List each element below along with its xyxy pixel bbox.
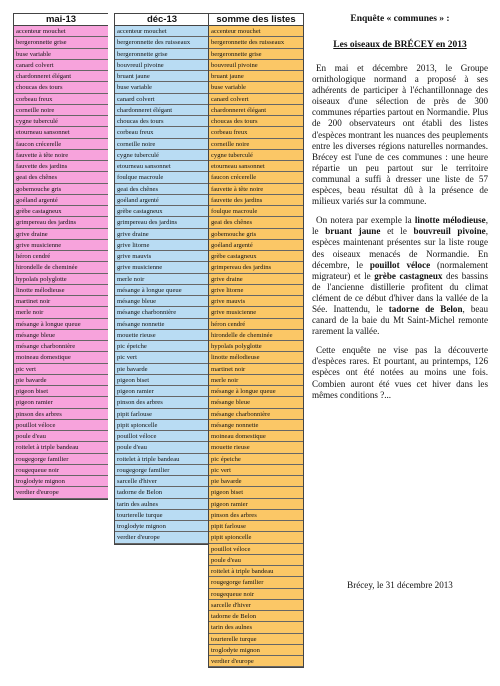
species-cell: mouette rieuse [115, 330, 209, 341]
species-cell: troglodyte mignon [115, 521, 209, 532]
species-cell: corbeau freux [209, 127, 303, 138]
species-cell: rougegorge familier [209, 577, 303, 588]
species-cell: cygne tuberculé [14, 116, 108, 127]
species-cell: rougegorge familier [115, 465, 209, 476]
species-cell: roitelet à triple bandeau [209, 566, 303, 577]
species-cell: bergeronnette grise [14, 37, 108, 48]
species-cell: mésange charbonnière [209, 409, 303, 420]
species-cell: moineau domestique [14, 352, 108, 363]
highlighted-species: tadorne de Belon [388, 303, 463, 314]
species-cell: bruant jaune [209, 71, 303, 82]
species-cell: moineau domestique [209, 431, 303, 442]
species-cell: grimpereau des jardins [14, 217, 108, 228]
species-cell: bouvreuil pivoine [209, 60, 303, 71]
species-list-mai-13 [14, 26, 108, 499]
species-cell: mésange à longue queue [14, 319, 108, 330]
species-cell: chardonneret élégant [115, 105, 209, 116]
species-cell: accenteur mouchet [115, 26, 209, 37]
species-cell: bergeronnette des ruisseaux [209, 37, 303, 48]
species-cell: bergeronnette des ruisseaux [115, 37, 209, 48]
species-cell: choucas des tours [14, 82, 108, 93]
species-cell: tourterelle turque [209, 634, 303, 645]
species-cell: martinet noir [209, 364, 303, 375]
text-run: (normalement migrateur) et le [312, 259, 488, 281]
species-cell: faucon crécerelle [14, 139, 108, 150]
species-cell: merle noir [14, 307, 108, 318]
column-dec-13 [114, 13, 209, 545]
species-cell: pigeon ramier [115, 386, 209, 397]
species-cell: bruant jaune [115, 71, 209, 82]
species-cell: buse variable [115, 82, 209, 93]
highlighted-species: pouillot véloce [369, 259, 431, 270]
species-cell: mésange bleue [115, 296, 209, 307]
species-cell: grèbe castagneux [115, 206, 209, 217]
column-somme-des-listes [208, 13, 304, 668]
species-cell: grive draine [115, 229, 209, 240]
species-cell: accenteur mouchet [209, 26, 303, 37]
species-cell: choucas des tours [209, 116, 303, 127]
text-run: , espèces maintenant présentes sur la liste rouge des oiseaux menacés de Normandie. En décembre, le [312, 226, 488, 270]
species-cell: etourneau sansonnet [209, 161, 303, 172]
species-cell: héron cendré [209, 319, 303, 330]
species-cell: poule d'eau [115, 442, 209, 453]
species-cell: foulque macroule [115, 172, 209, 183]
species-cell: chardonneret élégant [14, 71, 108, 82]
species-cell: mésange à longue queue [209, 386, 303, 397]
species-cell: héron cendré [14, 251, 108, 262]
paragraph-conclusion: Cette enquête ne vise pas la découverte d'espèces rares. Et pourtant, au printemps, 126 espèces ont été notées au moins une fois. Combien auront été vues cet hiver dans les mêmes conditions ?... [312, 345, 488, 400]
text-run: On notera par exemple la [316, 215, 415, 226]
species-cell: buse variable [209, 82, 303, 93]
species-cell: goéland argenté [209, 240, 303, 251]
species-cell: choucas des tours [115, 116, 209, 127]
species-cell: pigeon ramier [209, 499, 303, 510]
species-list-somme [209, 26, 303, 667]
species-cell: pic vert [209, 465, 303, 476]
article-title: Les oiseaux de BRÉCEY en 2013 [333, 40, 467, 50]
species-cell: troglodyte mignon [14, 476, 108, 487]
species-cell: pigeon biset [14, 386, 108, 397]
text-run: des bassins de l'ancienne distillerie profitent du climat clément de ce début d'hiver dans la vallée de la Sée. Inattendu, le [312, 270, 488, 314]
species-cell: pic épeiche [209, 454, 303, 465]
species-cell: roitelet à triple bandeau [14, 442, 108, 453]
species-cell: corbeau freux [14, 94, 108, 105]
species-cell: corbeau freux [115, 127, 209, 138]
species-cell: grive musicienne [14, 240, 108, 251]
species-cell: verdier d'europe [209, 656, 303, 667]
species-cell: grimpereau des jardins [209, 262, 303, 273]
species-cell: foulque macroule [209, 206, 303, 217]
species-cell: pinson des arbres [115, 397, 209, 408]
species-cell: pic vert [14, 364, 108, 375]
species-cell: grive litorne [115, 240, 209, 251]
species-cell: merle noir [115, 274, 209, 285]
species-cell: grèbe castagneux [209, 251, 303, 262]
species-cell: grive mauvis [209, 296, 303, 307]
species-cell: pic épeiche [115, 341, 209, 352]
species-cell: pinson des arbres [14, 409, 108, 420]
species-cell: geai des chênes [115, 184, 209, 195]
species-cell: pie bavarde [14, 375, 108, 386]
highlighted-species: linotte mélodieuse [414, 215, 486, 226]
species-cell: pie bavarde [209, 476, 303, 487]
species-cell: fauvette des jardins [209, 195, 303, 206]
species-cell: gobemouche gris [209, 229, 303, 240]
species-cell: grive litorne [209, 285, 303, 296]
species-cell: tarin des aulnes [115, 499, 209, 510]
species-cell: mésange charbonnière [14, 341, 108, 352]
species-cell: faucon crécerelle [209, 172, 303, 183]
species-cell: etourneau sansonnet [14, 127, 108, 138]
species-cell: pipit farlouse [115, 409, 209, 420]
species-cell: canard colvert [209, 94, 303, 105]
species-cell: pouillot véloce [209, 544, 303, 555]
species-cell: mésange bleue [209, 397, 303, 408]
species-cell: grive draine [14, 229, 108, 240]
species-cell: geai des chênes [209, 217, 303, 228]
species-cell: roitelet à triple bandeau [115, 454, 209, 465]
species-cell: linotte mélodieuse [14, 285, 108, 296]
species-cell: pigeon biset [115, 375, 209, 386]
species-cell: hypolaïs polyglotte [14, 274, 108, 285]
highlighted-species: bouvreuil pivoine [413, 226, 486, 237]
species-cell: corneille noire [115, 139, 209, 150]
species-cell: pic vert [115, 352, 209, 363]
species-cell: goéland argenté [14, 195, 108, 206]
species-cell: sarcelle d'hiver [209, 600, 303, 611]
species-cell: chardonneret élégant [209, 105, 303, 116]
species-cell: bergeronnette grise [115, 49, 209, 60]
text-run: et le [380, 226, 414, 237]
text-run: , beau canard de la baie du Mt Saint-Michel remonte rarement la vallée. [312, 303, 488, 337]
species-cell: sarcelle d'hiver [115, 476, 209, 487]
column-header-somme: somme des listes [209, 14, 303, 26]
species-cell: canard colvert [115, 94, 209, 105]
species-cell: grimpereau des jardins [115, 217, 209, 228]
species-cell: hirondelle de cheminée [209, 330, 303, 341]
species-cell: buse variable [14, 49, 108, 60]
species-cell: grèbe castagneux [14, 206, 108, 217]
species-cell: grive draine [209, 274, 303, 285]
column-mai-13 [13, 13, 108, 500]
species-cell: rougequeue noir [209, 589, 303, 600]
highlighted-species: bruant jaune [325, 226, 381, 237]
species-cell: poule d'eau [209, 555, 303, 566]
species-cell: pipit spioncelle [115, 420, 209, 431]
species-cell: merle noir [209, 375, 303, 386]
text-run: , le [312, 215, 488, 237]
species-cell: bergeronnette grise [209, 49, 303, 60]
species-cell: martinet noir [14, 296, 108, 307]
species-cell: mésange à longue queue [115, 285, 209, 296]
species-cell: grive musicienne [209, 307, 303, 318]
species-cell: etourneau sansonnet [115, 161, 209, 172]
species-cell: bouvreuil pivoine [115, 60, 209, 71]
species-cell: pinson des arbres [209, 510, 303, 521]
column-header-mai-13: mai-13 [14, 14, 108, 26]
species-cell: fauvette des jardins [14, 161, 108, 172]
species-cell: mésange nonnette [209, 420, 303, 431]
article-panel [312, 14, 488, 590]
species-cell: gobemouche gris [14, 184, 108, 195]
paragraph-intro: En mai et décembre 2013, le Groupe ornithologique normand a proposé à ses adhérents de participer à l'échantillonnage des oiseaux d'une sélection de près de 300 communes réparties partout en Normandie. Plus de 200 observateurs ont établi des listes d'espèces montrant les nuances des peuplements entre les diverses régions naturelles normandes. Brécey est l'une de ces communes : une heure répartie un peu partout sur le territoire communal a suffi à dresser une liste de 57 espèces, beau résultat dû à la présence de milieux variés sur la commune. [312, 63, 488, 207]
species-cell: verdier d'europe [14, 487, 108, 498]
species-cell: corneille noire [209, 139, 303, 150]
paragraph-highlights [312, 215, 488, 337]
species-cell: tadorne de Belon [209, 611, 303, 622]
species-cell: pigeon ramier [14, 397, 108, 408]
species-cell: mouette rieuse [209, 442, 303, 453]
species-cell: cygne tuberculé [209, 150, 303, 161]
species-cell: tadorne de Belon [115, 487, 209, 498]
species-cell: pipit spioncelle [209, 532, 303, 543]
species-cell: rougegorge familier [14, 454, 108, 465]
species-cell: mésange nonnette [115, 319, 209, 330]
species-cell: hypolaïs polyglotte [209, 341, 303, 352]
species-cell: goéland argenté [115, 195, 209, 206]
species-cell: linotte mélodieuse [209, 352, 303, 363]
species-cell: mésange bleue [14, 330, 108, 341]
species-cell: geai des chênes [14, 172, 108, 183]
species-cell: accenteur mouchet [14, 26, 108, 37]
species-list-dec-13 [115, 26, 209, 544]
column-header-dec-13: déc-13 [115, 14, 209, 26]
species-cell: pouillot véloce [115, 431, 209, 442]
species-cell: tourterelle turque [115, 510, 209, 521]
species-cell: pipit farlouse [209, 521, 303, 532]
species-cell: pigeon biset [209, 487, 303, 498]
species-cell: mésange charbonnière [115, 307, 209, 318]
species-cell: poule d'eau [14, 431, 108, 442]
species-cell: canard colvert [14, 60, 108, 71]
species-cell: tarin des aulnes [209, 622, 303, 633]
species-cell: cygne tuberculé [115, 150, 209, 161]
species-cell: grive mauvis [115, 251, 209, 262]
species-cell: fauvette à tête noire [14, 150, 108, 161]
species-cell: hirondelle de cheminée [14, 262, 108, 273]
species-cell: pie bavarde [115, 364, 209, 375]
species-cell: grive musicienne [115, 262, 209, 273]
species-cell: fauvette à tête noire [209, 184, 303, 195]
survey-heading: Enquête « communes » : [350, 14, 450, 24]
species-cell: verdier d'europe [115, 532, 209, 543]
signature-date: Brécey, le 31 décembre 2013 [347, 580, 453, 590]
species-cell: troglodyte mignon [209, 645, 303, 656]
species-cell: rougequeue noir [14, 465, 108, 476]
species-cell: corneille noire [14, 105, 108, 116]
species-cell: pouillot véloce [14, 420, 108, 431]
highlighted-species: grèbe castagneux [374, 270, 443, 281]
